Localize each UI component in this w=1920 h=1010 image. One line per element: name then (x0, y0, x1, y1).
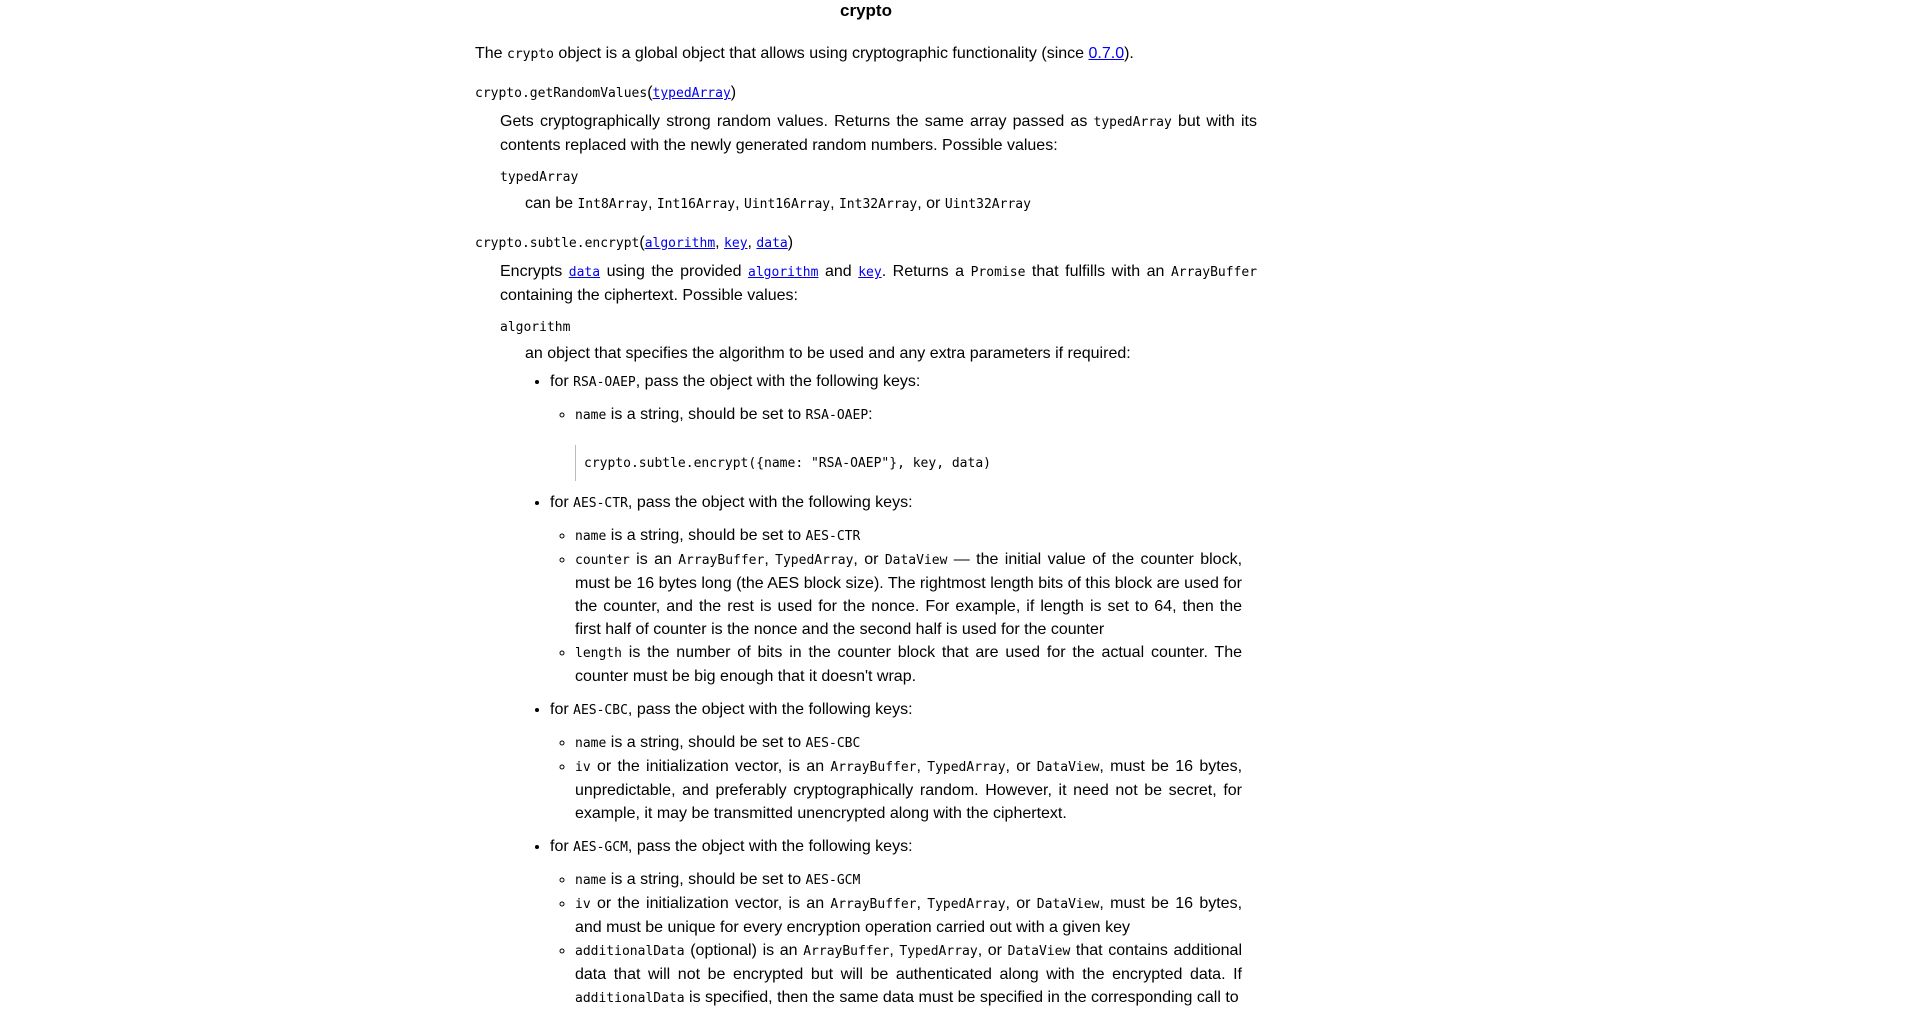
param-description (525, 194, 1257, 215)
text: , pass the object with the following keys: (627, 838, 913, 855)
type-code: Int32Array (838, 197, 918, 212)
text: using the provided (600, 263, 749, 280)
paren: ( (647, 84, 653, 101)
value-code: AES-GCM (805, 873, 861, 888)
key-item (575, 939, 1242, 1010)
key-item (575, 403, 1242, 481)
key-code: iv (575, 897, 591, 912)
param-code: algorithm (500, 320, 571, 335)
key-code: name (575, 408, 607, 423)
inline-code: ArrayBuffer (1170, 265, 1258, 280)
text: but with its contents replaced with the newly generated random numbers. Possible values: (500, 113, 1257, 154)
key-list (550, 524, 1242, 688)
method-description (500, 110, 1257, 215)
text: , (647, 195, 657, 212)
api-list (475, 83, 1257, 1010)
type-code: TypedArray (927, 760, 1006, 775)
param-description (525, 344, 1257, 1010)
text: an object that specifies the algorithm to be used and any extra parameters if required: (525, 345, 1131, 362)
text: : (868, 406, 873, 423)
key-code: iv (575, 760, 591, 775)
text: is a string, should be set to (606, 527, 806, 544)
text: , or (1005, 895, 1037, 912)
method-description (500, 260, 1257, 1010)
key-code: name (575, 529, 607, 544)
version-link[interactable]: 0.7.0 (1088, 45, 1125, 62)
text: , or (853, 551, 885, 568)
type-code: Int16Array (656, 197, 736, 212)
text: can be (525, 195, 578, 212)
key-item (575, 892, 1242, 939)
text: or the initialization vector, is an (590, 758, 831, 775)
key-code: length (575, 646, 622, 661)
type-code: Uint32Array (944, 197, 1031, 212)
text: , or (977, 942, 1008, 959)
type-code: TypedArray (927, 897, 1006, 912)
link-algorithm[interactable]: algorithm (748, 265, 819, 280)
text: containing the ciphertext. Possible values: (500, 287, 798, 304)
algorithm-item-rsa-oaep (550, 372, 1257, 481)
text: for (550, 701, 574, 718)
text: , must be 16 bytes, and must be unique for every encryption operation carried out with a given key (575, 895, 1243, 936)
text: , (747, 234, 757, 251)
key-item (575, 755, 1242, 825)
key-list (550, 868, 1242, 1010)
text: or the initialization vector, is an (590, 895, 831, 912)
intro-text: ). (1124, 45, 1134, 62)
text: Encrypts (500, 263, 569, 280)
key-code: additionalData (575, 991, 685, 1006)
key-item (575, 548, 1242, 641)
alg-code: AES-CTR (573, 496, 628, 511)
intro-text: object is a global object that allows using cryptographic functionality (since (553, 45, 1089, 62)
algorithm-item-aes-gcm (550, 837, 1257, 1010)
description-text (500, 110, 1257, 157)
text: (optional) is an (684, 942, 804, 959)
text: , (764, 551, 776, 568)
algorithm-item-aes-ctr (550, 493, 1257, 688)
alg-code: RSA-OAEP (573, 375, 636, 390)
method-name: crypto.subtle.encrypt (475, 236, 640, 251)
intro-text: The (475, 45, 508, 62)
text: is a string, should be set to (606, 406, 806, 423)
intro-code: crypto (507, 47, 554, 62)
algorithm-list (525, 372, 1257, 1010)
intro-paragraph (475, 44, 1257, 65)
text: that fulfills with an (1025, 263, 1171, 280)
key-item (575, 731, 1242, 755)
key-item (575, 868, 1242, 892)
param-link-typedarray[interactable]: typedArray (652, 86, 731, 101)
text: for (550, 838, 574, 855)
alg-code: AES-GCM (573, 840, 628, 855)
paren: ( (639, 234, 645, 251)
page-title: crypto (840, 1, 892, 20)
type-code: ArrayBuffer (678, 553, 765, 568)
text: , pass the object with the following keys: (627, 494, 913, 511)
text: , (889, 942, 900, 959)
text: for (550, 494, 574, 511)
text: is the number of bits in the counter block that are used for the actual counter. The counter must be big enough that it doesn't wrap. (575, 644, 1242, 685)
type-code: Int8Array (577, 197, 648, 212)
key-code: name (575, 736, 607, 751)
type-code: DataView (1007, 944, 1071, 959)
text: is a string, should be set to (606, 734, 806, 751)
text: , (735, 195, 744, 212)
text: , (916, 758, 928, 775)
type-code: ArrayBuffer (830, 760, 917, 775)
param-link-data[interactable]: data (756, 236, 788, 251)
text: , or (1005, 758, 1037, 775)
key-list (550, 731, 1242, 825)
param-name (500, 317, 1257, 338)
text: , must be 16 bytes, unpredictable, and preferably cryptographically random. However, it need not be secret, for example, it may be transmitted unencrypted along with the ciphertext. (575, 758, 1243, 822)
type-code: ArrayBuffer (830, 897, 917, 912)
text: , (830, 195, 839, 212)
text: Gets cryptographically strong random values. Returns the same array passed as (500, 113, 1094, 130)
key-list (550, 403, 1242, 481)
type-code: ArrayBuffer (803, 944, 890, 959)
paren: ) (787, 234, 794, 251)
text: . Returns a (881, 263, 971, 280)
document-body (475, 0, 1257, 1010)
method-signature-encrypt (475, 233, 1257, 254)
method-name: crypto.getRandomValues (475, 86, 648, 101)
text: for (550, 373, 574, 390)
param-link-algorithm[interactable]: algorithm (644, 236, 716, 251)
text: — the initial value of the counter block, must be 16 bytes long (the AES block size). The rightmost length bits of this block are used for the counter, and the rest is used for the nonce. For example, if length is set to 64, then the first half of counter is the nonce and the second half is used for the counter (575, 551, 1243, 638)
text: is an (629, 551, 679, 568)
type-code: TypedArray (899, 944, 978, 959)
value-code: AES-CTR (805, 529, 861, 544)
value-code: AES-CBC (805, 736, 861, 751)
type-code: DataView (884, 553, 948, 568)
type-code: DataView (1036, 897, 1100, 912)
param-link-key[interactable]: key (724, 236, 748, 251)
text: , (715, 234, 725, 251)
text: is a string, should be set to (606, 871, 806, 888)
code-example (575, 445, 1092, 481)
description-text (500, 260, 1257, 307)
inline-code: Promise (970, 265, 1026, 280)
key-code: additionalData (575, 944, 685, 959)
key-item (575, 641, 1242, 688)
alg-code: AES-CBC (573, 703, 628, 718)
link-data[interactable]: data (568, 265, 601, 280)
text: , or (917, 195, 945, 212)
type-code: DataView (1036, 760, 1100, 775)
text: that contains additional data that will not be encrypted but will be authenticated along with the encrypted data. If (575, 942, 1242, 983)
text: and (818, 263, 859, 280)
paren: ) (730, 84, 737, 101)
text: , pass the object with the following keys: (627, 701, 913, 718)
link-key[interactable]: key (858, 265, 882, 280)
param-name (500, 167, 1257, 188)
inline-code: typedArray (1093, 115, 1172, 130)
algorithm-item-aes-cbc (550, 700, 1257, 825)
text: is specified, then the same data must be specified in the corresponding call to (684, 989, 1239, 1006)
key-code: counter (575, 553, 630, 568)
type-code: Uint16Array (744, 197, 831, 212)
text: , (916, 895, 928, 912)
value-code: RSA-OAEP (805, 408, 869, 423)
text: , pass the object with the following keys: (635, 373, 921, 390)
type-code: TypedArray (775, 553, 854, 568)
example-code: crypto.subtle.encrypt({name: "RSA-OAEP"}, key, data) (584, 456, 991, 471)
key-code: name (575, 873, 607, 888)
key-item (575, 524, 1242, 548)
param-code: typedArray (500, 170, 579, 185)
method-signature-getrandomvalues (475, 83, 1257, 104)
